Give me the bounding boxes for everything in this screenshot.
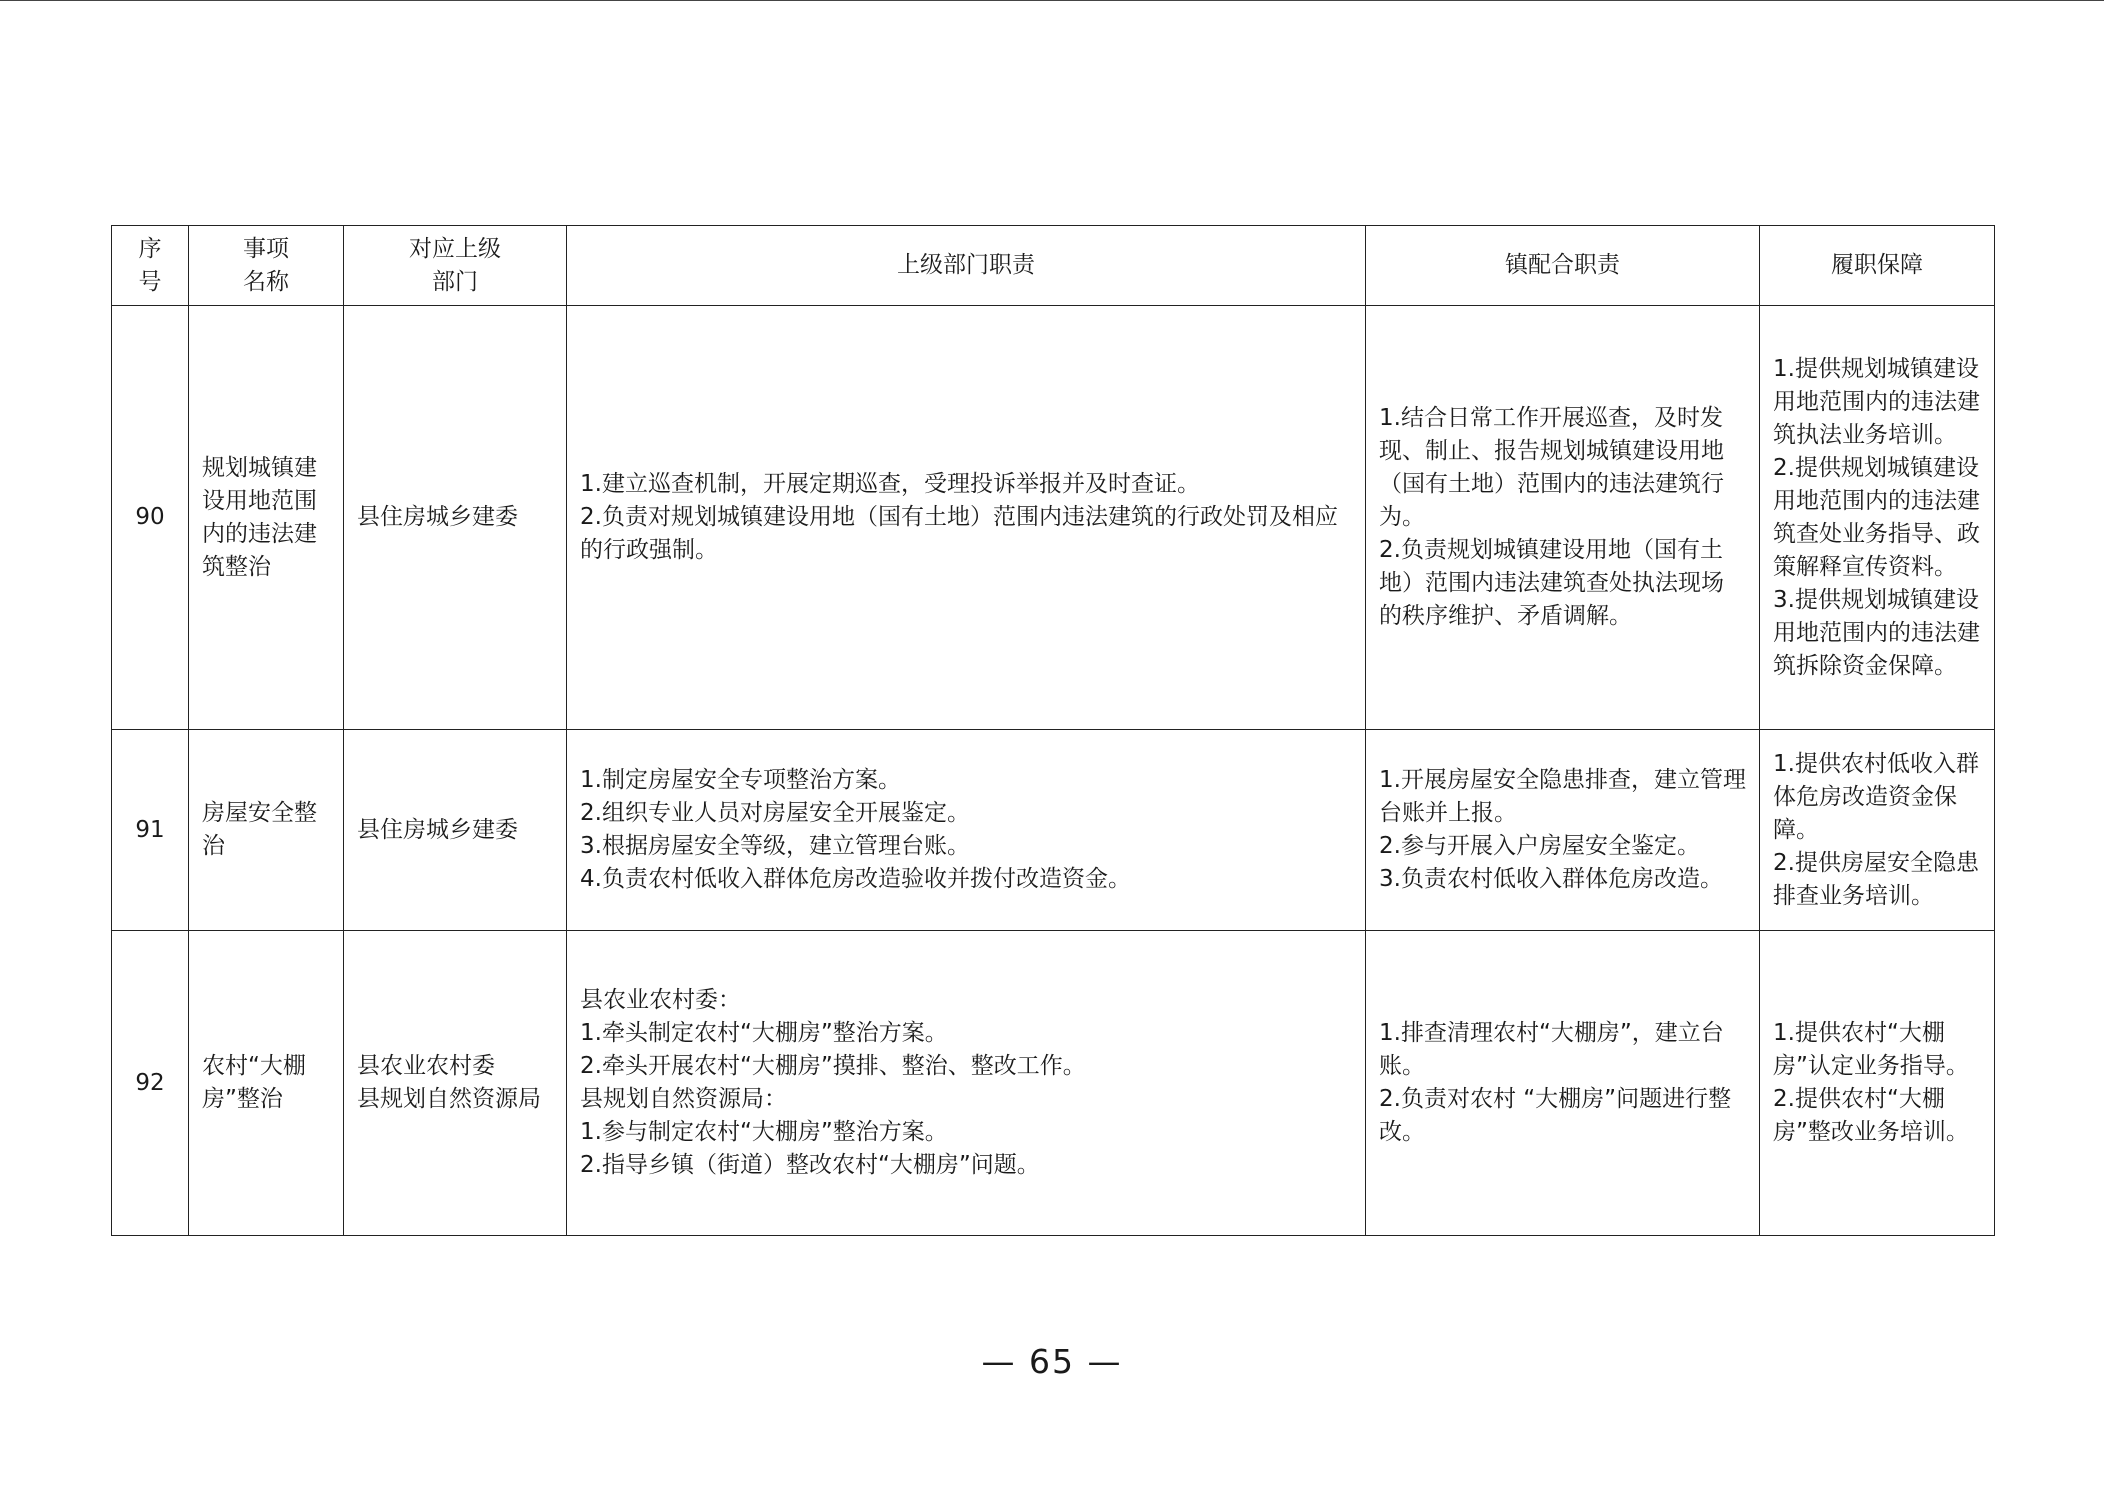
page-number: — 65 — (981, 1342, 1123, 1381)
superior-duties: 1.制定房屋安全专项整治方案。 2.组织专业人员对房屋安全开展鉴定。 3.根据房屋安全等级，建立管理台账。 4.负责农村低收入群体危房改造验收并拨付改造资金。 (567, 730, 1366, 931)
duties-table (111, 225, 1995, 1236)
guarantee: 1.提供农村低收入群体危房改造资金保障。 2.提供房屋安全隐患排查业务培训。 (1760, 730, 1995, 931)
table-row (112, 730, 1995, 931)
table-row (112, 931, 1995, 1236)
superior-duties: 1.建立巡查机制，开展定期巡查，受理投诉举报并及时查证。 2.负责对规划城镇建设用地（国有土地）范围内违法建筑的行政处罚及相应的行政强制。 (567, 306, 1366, 730)
table-row (112, 306, 1995, 730)
table-header-row (112, 226, 1995, 306)
town-duties: 1.排查清理农村“大棚房”，建立台账。 2.负责对农村 “大棚房”问题进行整改。 (1366, 931, 1760, 1236)
item-name: 房屋安全整治 (189, 730, 344, 931)
superior-dept: 县农业农村委 县规划自然资源局 (344, 931, 567, 1236)
row-number: 90 (112, 306, 189, 730)
row-number: 91 (112, 730, 189, 931)
item-name: 规划城镇建设用地范围内的违法建筑整治 (189, 306, 344, 730)
town-duties: 1.结合日常工作开展巡查，及时发现、制止、报告规划城镇建设用地（国有土地）范围内的违法建筑行为。 2.负责规划城镇建设用地（国有土地）范围内违法建筑查处执法现场的秩序维护、矛盾调解。 (1366, 306, 1760, 730)
header-town-duties: 镇配合职责 (1366, 226, 1760, 306)
row-number: 92 (112, 931, 189, 1236)
item-name: 农村“大棚房”整治 (189, 931, 344, 1236)
header-superior-duties: 上级部门职责 (567, 226, 1366, 306)
superior-duties: 县农业农村委： 1.牵头制定农村“大棚房”整治方案。 2.牵头开展农村“大棚房”摸排、整治、整改工作。 县规划自然资源局： 1.参与制定农村“大棚房”整治方案。 2.指导乡镇（街道）整改农村“大棚房”问题。 (567, 931, 1366, 1236)
guarantee: 1.提供规划城镇建设用地范围内的违法建筑执法业务培训。 2.提供规划城镇建设用地范围内的违法建筑查处业务指导、政策解释宣传资料。 3.提供规划城镇建设用地范围内的违法建筑拆除资金保障。 (1760, 306, 1995, 730)
header-guarantee: 履职保障 (1760, 226, 1995, 306)
header-seq: 序 号 (112, 226, 189, 306)
header-item-name: 事项 名称 (189, 226, 344, 306)
town-duties: 1.开展房屋安全隐患排查，建立管理台账并上报。 2.参与开展入户房屋安全鉴定。 3.负责农村低收入群体危房改造。 (1366, 730, 1760, 931)
guarantee: 1.提供农村“大棚房”认定业务指导。 2.提供农村“大棚房”整改业务培训。 (1760, 931, 1995, 1236)
superior-dept: 县住房城乡建委 (344, 730, 567, 931)
top-border-line (0, 0, 2104, 1)
superior-dept: 县住房城乡建委 (344, 306, 567, 730)
header-superior-dept: 对应上级 部门 (344, 226, 567, 306)
